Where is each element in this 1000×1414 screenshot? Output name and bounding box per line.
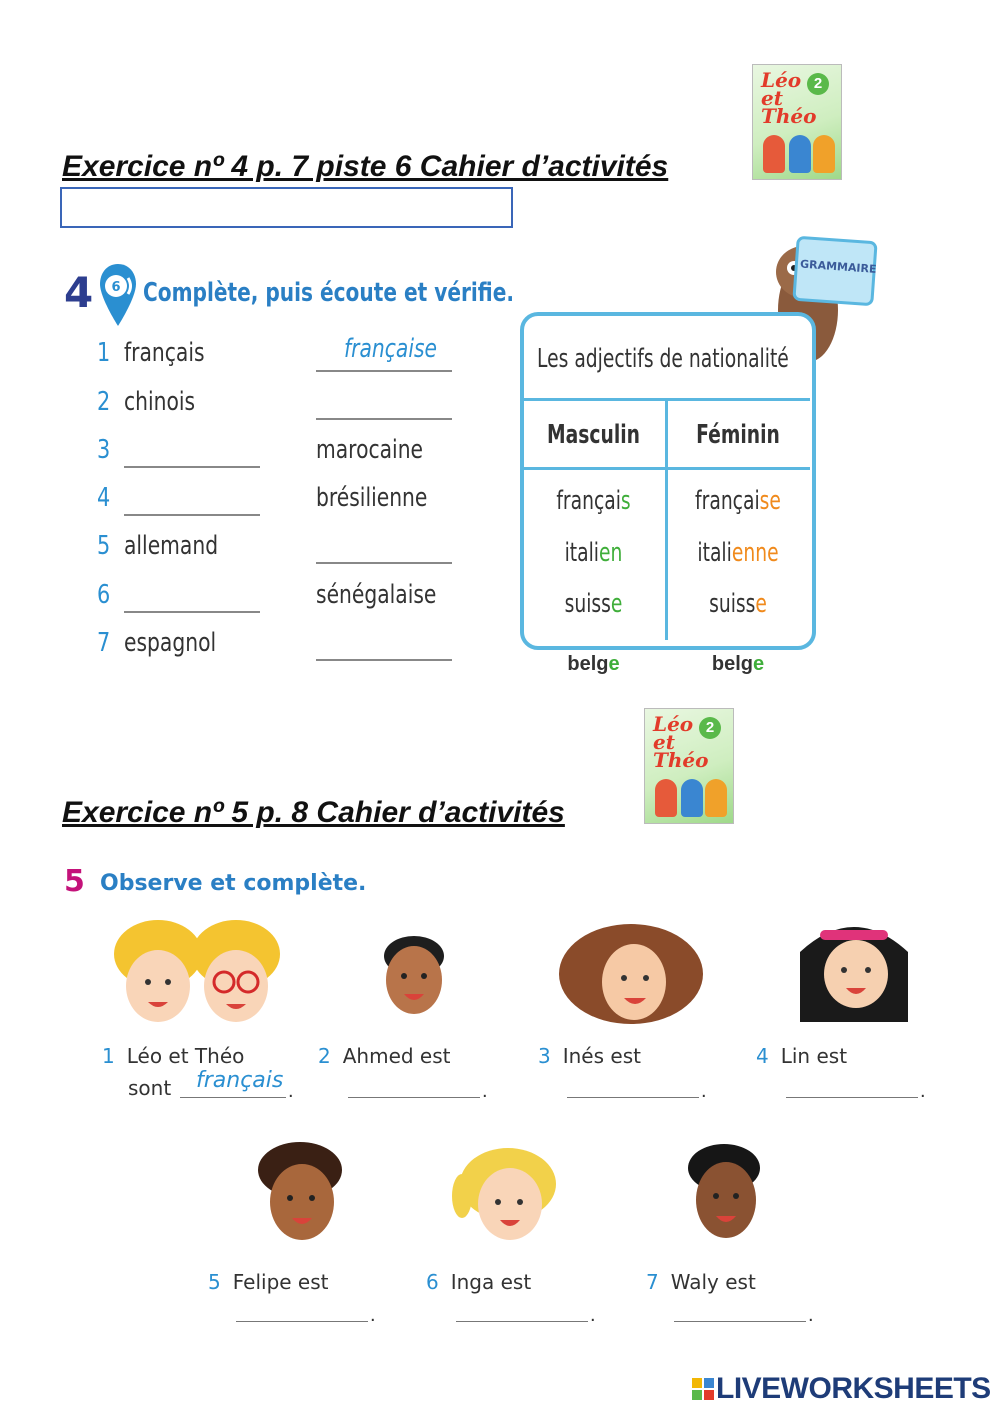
book-level-badge: 2 (807, 73, 829, 95)
row-number: 4 (97, 483, 111, 513)
book-title-line2: et Théo (761, 86, 817, 128)
felipe-illustration (250, 1138, 350, 1250)
book-title-line1: Léo (761, 68, 802, 92)
row-number: 7 (97, 628, 111, 658)
row-right-blank[interactable] (316, 659, 452, 661)
row-right-blank[interactable] (316, 370, 452, 372)
exercise4-number: 4 (64, 268, 94, 317)
exercise5-instruction: Observe et complète. (100, 871, 367, 896)
grammar-cell-masc: français (556, 486, 631, 516)
track-number: 6 (111, 280, 121, 295)
row-right-answer: française (344, 334, 438, 364)
grammar-cell-fem: française (695, 486, 781, 516)
inga-illustration (448, 1144, 564, 1246)
row-number: 3 (97, 435, 111, 465)
lin-illustration (790, 912, 918, 1022)
grammar-title: Les adjectifs de nationalité (537, 344, 789, 374)
grammar-cell-fem: suisse (709, 589, 767, 619)
item-answer-blank[interactable] (674, 1321, 806, 1322)
row-left-word: français (124, 338, 205, 368)
grammar-col-feminin: Féminin (696, 420, 780, 450)
grammar-tab-label: GRAMMAIRE (799, 257, 877, 276)
row-left-word: allemand (124, 531, 219, 561)
item-answer-blank[interactable] (236, 1321, 368, 1322)
answer-input-box[interactable] (60, 187, 513, 228)
row-left-word: chinois (124, 387, 196, 417)
ines-illustration (554, 918, 708, 1030)
row-left-blank[interactable] (124, 466, 260, 468)
grammar-cell-masc: italien (564, 538, 623, 568)
exercise4-instruction: Complète, puis écoute et vérifie. (143, 278, 515, 308)
row-left-blank[interactable] (124, 611, 260, 613)
row-number: 5 (97, 531, 111, 561)
textbook-cover-image (644, 708, 734, 824)
row-number: 1 (97, 338, 111, 368)
row-right-blank[interactable] (316, 418, 452, 420)
book-title-line2: et Théo (653, 730, 709, 772)
row-right-word: brésilienne (316, 483, 428, 513)
exercise5-heading: Exercice nº 5 p. 8 Cahier d’activités (62, 796, 565, 829)
item-label: 5 Felipe est (208, 1270, 329, 1294)
grammar-cell-masc: suisse (564, 589, 623, 619)
item-label: 7 Waly est (646, 1270, 756, 1294)
liveworksheets-brand: LIVEWORKSHEETS (716, 1372, 991, 1405)
exercise5-number: 5 (64, 864, 85, 899)
item-label: 3 Inés est (538, 1044, 641, 1068)
grammar-divider (665, 400, 668, 640)
grammar-belge-fem: belge (711, 653, 765, 675)
waly-illustration (682, 1140, 766, 1246)
row-number: 2 (97, 387, 111, 417)
item-answer-blank[interactable] (456, 1321, 588, 1322)
grammar-cell-fem: italienne (697, 538, 779, 568)
item-label: 4 Lin est (756, 1044, 848, 1068)
item-answer-blank[interactable] (180, 1097, 286, 1098)
grammar-belge-masc: belge (567, 653, 620, 675)
row-left-word: espagnol (124, 628, 217, 658)
item-label-line2: sont (128, 1076, 172, 1100)
item-answer-blank[interactable] (348, 1097, 480, 1098)
item-answer-blank[interactable] (786, 1097, 918, 1098)
textbook-cover-image (752, 64, 842, 180)
ahmed-illustration (376, 930, 452, 1020)
audio-track-icon[interactable] (98, 262, 138, 328)
item-label: 1 Léo et Théo (102, 1044, 245, 1068)
book-title-line1: Léo (653, 712, 694, 736)
row-number: 6 (97, 580, 111, 610)
item-label: 6 Inga est (426, 1270, 532, 1294)
row-left-blank[interactable] (124, 514, 260, 516)
book-level-badge: 2 (699, 717, 721, 739)
leo-theo-illustration (108, 912, 288, 1030)
item-answer-blank[interactable] (567, 1097, 699, 1098)
row-right-word: sénégalaise (316, 580, 437, 610)
row-right-word: marocaine (316, 435, 424, 465)
item-label: 2 Ahmed est (318, 1044, 451, 1068)
liveworksheets-logo-icon (692, 1378, 714, 1400)
item-answer: français (196, 1068, 284, 1093)
grammar-col-masculin: Masculin (547, 420, 640, 450)
row-right-blank[interactable] (316, 562, 452, 564)
exercise4-heading: Exercice nº 4 p. 7 piste 6 Cahier d’activités (62, 150, 669, 183)
